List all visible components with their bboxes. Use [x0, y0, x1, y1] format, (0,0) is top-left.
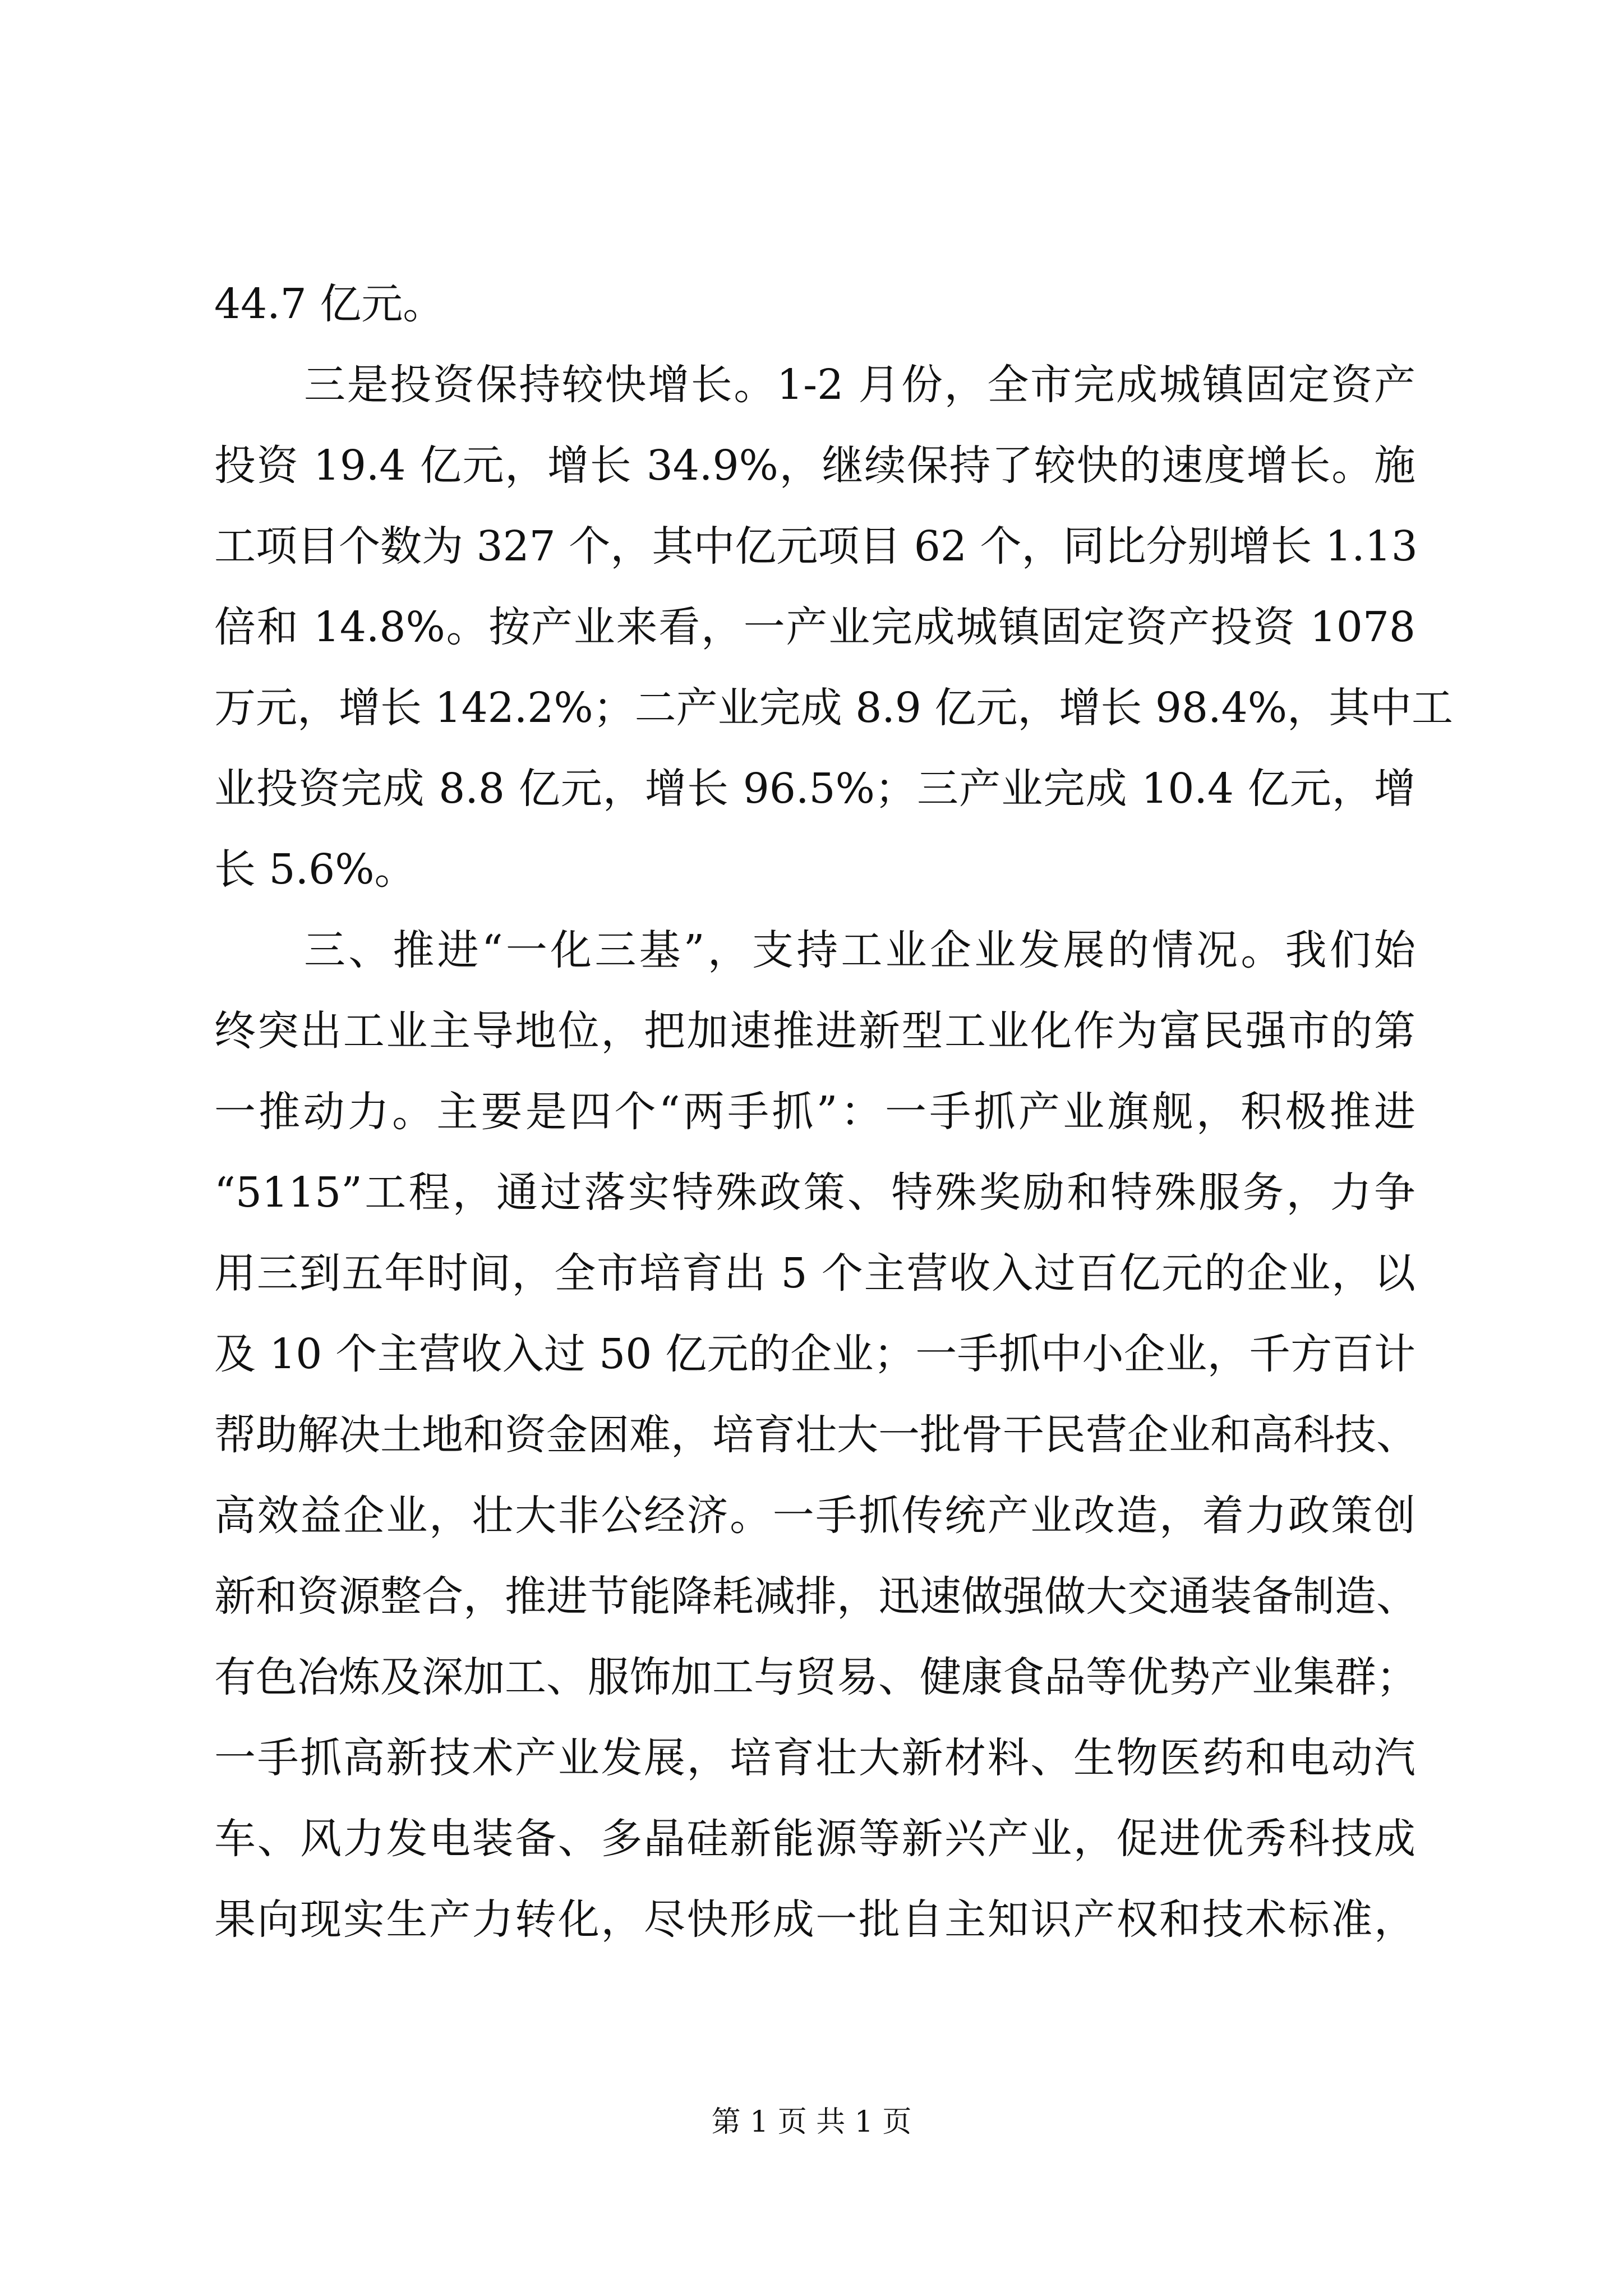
- text-line: 一推动力。主要是四个“两手抓”：一手抓产业旗舰，积极推进: [214, 1088, 1415, 1136]
- text-line: 新和资源整合，推进节能降耗减排，迅速做强做大交通装备制造、: [214, 1572, 1418, 1621]
- text-line: 有色冶炼及深加工、服饰加工与贸易、健康食品等优势产业集群；: [214, 1653, 1418, 1701]
- text-line: 工项目个数为 327 个，其中亿元项目 62 个，同比分别增长 1.13: [214, 522, 1418, 570]
- text-line: “5115”工程，通过落实特殊政策、特殊奖励和特殊服务，力争: [214, 1168, 1415, 1217]
- text-line: 三、推进“一化三基”，支持工业企业发展的情况。我们始: [304, 926, 1415, 974]
- text-line: 果向现实生产力转化，尽快形成一批自主知识产权和技术标准，: [214, 1895, 1415, 1944]
- text-line: 及 10 个主营收入过 50 亿元的企业；一手抓中小企业，千方百计: [214, 1330, 1415, 1378]
- text-line: 高效益企业，壮大非公经济。一手抓传统产业改造，着力政策创: [214, 1492, 1415, 1540]
- text-line: 终突出工业主导地位，把加速推进新型工业化作为富民强市的第: [214, 1007, 1415, 1055]
- text-line: 三是投资保持较快增长。1-2 月份，全市完成城镇固定资产: [304, 361, 1415, 409]
- text-line: 车、风力发电装备、多晶硅新能源等新兴产业，促进优秀科技成: [214, 1815, 1415, 1863]
- text-line: 44.7 亿元。: [214, 280, 445, 328]
- text-line: 倍和 14.8%。按产业来看，一产业完成城镇固定资产投资 1078: [214, 603, 1415, 651]
- text-line: 万元，增长 142.2%；二产业完成 8.9 亿元，增长 98.4%，其中工: [214, 684, 1454, 732]
- document-body: [214, 264, 1454, 1960]
- text-line: 投资 19.4 亿元，增长 34.9%，继续保持了较快的速度增长。施: [214, 441, 1415, 490]
- text-line: 长 5.6%。: [214, 845, 416, 894]
- text-line: 帮助解决土地和资金困难，培育壮大一批骨干民营企业和高科技、: [214, 1411, 1418, 1459]
- text-line: 业投资完成 8.8 亿元，增长 96.5%；三产业完成 10.4 亿元，增: [214, 765, 1415, 813]
- page-footer: 第 1 页 共 1 页: [711, 2105, 912, 2139]
- text-line: 用三到五年时间，全市培育出 5 个主营收入过百亿元的企业，以: [214, 1249, 1415, 1297]
- text-line: 一手抓高新技术产业发展，培育壮大新材料、生物医药和电动汽: [214, 1734, 1415, 1782]
